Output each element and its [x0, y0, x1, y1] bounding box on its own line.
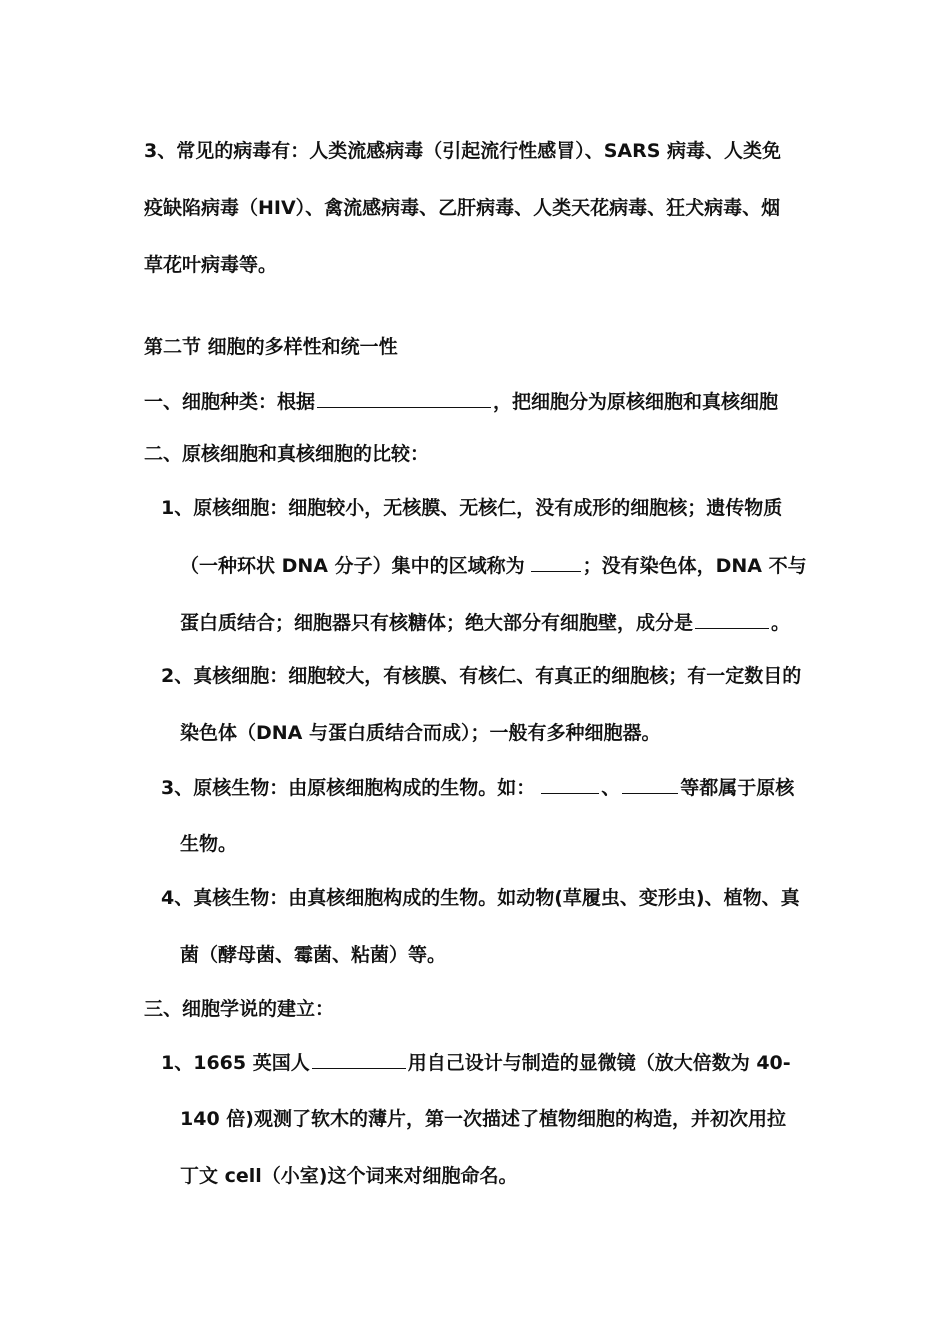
- eukaryote-line-2: 菌（酵母菌、霉菌、粘菌）等。: [180, 944, 447, 966]
- prokaryote-line-1: [161, 775, 794, 800]
- prokaryotic-cell-line-1: 1、原核细胞：细胞较小，无核膜、无核仁，没有成形的细胞核；遗传物质: [161, 497, 783, 519]
- cell-types-text-after: ，把细胞分为原核细胞和真核细胞: [493, 391, 779, 413]
- prokaryotic-line-3-before: 蛋白质结合；细胞器只有核糖体；绝大部分有细胞壁，成分是: [180, 612, 694, 634]
- prokaryote-line-1-after: 等都属于原核: [680, 777, 795, 799]
- cell-theory-line-3: 丁文 cell（小室)这个词来对细胞命名。: [180, 1165, 518, 1187]
- cell-types-line: [144, 389, 778, 414]
- prokaryotic-cell-line-3: [180, 610, 790, 635]
- prokaryote-line-2: 生物。: [180, 833, 238, 855]
- prokaryotic-line-2-before: （一种环状 DNA 分子）集中的区域称为: [180, 555, 525, 577]
- prokaryotic-line-2-after: ；没有染色体，DNA 不与: [582, 555, 807, 577]
- eukaryotic-cell-line-2: 染色体（DNA 与蛋白质结合而成）；一般有多种细胞器。: [180, 722, 661, 744]
- cell-theory-line-1-before: 1、1665 英国人: [161, 1052, 310, 1074]
- cell-theory-heading: 三、细胞学说的建立：: [144, 998, 335, 1020]
- eukaryote-line-1: 4、真核生物：由真核细胞构成的生物。如动物(草履虫、变形虫)、植物、真: [161, 887, 800, 909]
- fill-blank[interactable]: [531, 553, 581, 572]
- virus-list-line-2: 疫缺陷病毒（HIV）、禽流感病毒、乙肝病毒、人类天花病毒、狂犬病毒、烟: [144, 197, 781, 219]
- virus-list-line-3: 草花叶病毒等。: [144, 254, 278, 276]
- prokaryote-line-1-before: 3、原核生物：由原核细胞构成的生物。如：: [161, 777, 536, 799]
- cell-types-text-before: 一、细胞种类：根据: [144, 391, 316, 413]
- prokaryote-line-1-sep: 、: [601, 777, 621, 799]
- virus-list-line-1: 3、常见的病毒有：人类流感病毒（引起流行性感冒）、SARS 病毒、人类免: [144, 140, 782, 162]
- cell-theory-line-2: 140 倍)观测了软木的薄片，第一次描述了植物细胞的构造，并初次用拉: [180, 1108, 786, 1130]
- eukaryotic-cell-line-1: 2、真核细胞：细胞较大，有核膜、有核仁、有真正的细胞核；有一定数目的: [161, 665, 802, 687]
- prokaryotic-cell-line-2: [180, 553, 807, 578]
- fill-blank[interactable]: [541, 775, 599, 794]
- comparison-heading: 二、原核细胞和真核细胞的比较：: [144, 443, 430, 465]
- fill-blank[interactable]: [317, 389, 491, 408]
- cell-theory-line-1: [161, 1050, 791, 1075]
- prokaryotic-line-3-after: 。: [771, 612, 791, 634]
- fill-blank[interactable]: [622, 775, 678, 794]
- fill-blank[interactable]: [695, 610, 769, 629]
- cell-theory-line-1-after: 用自己设计与制造的显微镜（放大倍数为 40-: [407, 1052, 791, 1074]
- section-title: 第二节 细胞的多样性和统一性: [144, 336, 398, 358]
- fill-blank[interactable]: [312, 1050, 406, 1069]
